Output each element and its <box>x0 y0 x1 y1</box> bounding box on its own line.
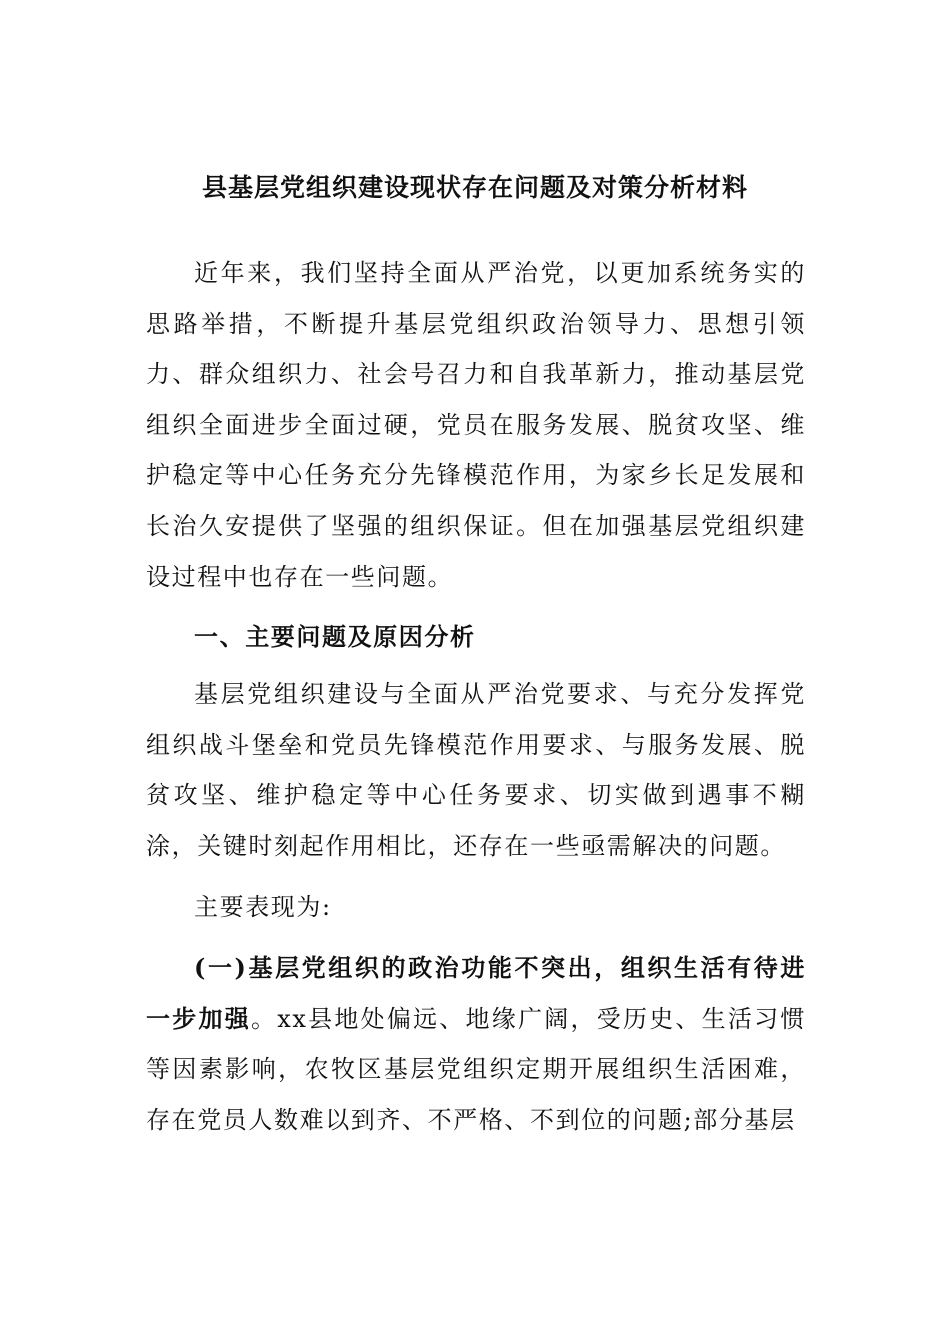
document-title: 县基层党组织建设现状存在问题及对策分析材料 <box>201 173 748 202</box>
section-heading-1: 一、主要问题及原因分析 <box>194 622 476 651</box>
intro-paragraph: 近年来，我们坚持全面从严治党，以更加系统务实的思路举措，不断提升基层党组织政治领导力、思想引领力、群众组织力、社会号召力和自我革新力，推动基层党组织全面进步全面过硬，党员在服务发展、脱贫攻坚、维护稳定等中心任务充分先锋模范作用，为家乡长足发展和长治久安提供了坚强的组织保证。但在加强基层党组织建设过程中也存在一些问题。 <box>146 259 806 591</box>
manifest-label: 主要表现为: <box>194 893 332 921</box>
item1-text: 。xx县地处偏远、地缘广阔，受历史、生活习惯等因素影响，农牧区基层党组织定期开展组织生活困难，存在党员人数难以到齐、不严格、不到位的问题;部分基层 <box>146 1004 806 1134</box>
section1-paragraph: 基层党组织建设与全面从严治党要求、与充分发挥党组织战斗堡垒和党员先锋模范作用要求、与服务发展、脱贫攻坚、维护稳定等中心任务要求、切实做到遇事不糊涂，关键时刻起作用相比，还存在一些亟需解决的问题。 <box>146 680 806 860</box>
item1-paragraph <box>146 943 806 1145</box>
item1-heading: (一)基层党组织的政治功能不突出，组织生活有待进一步加强 <box>146 953 806 1033</box>
